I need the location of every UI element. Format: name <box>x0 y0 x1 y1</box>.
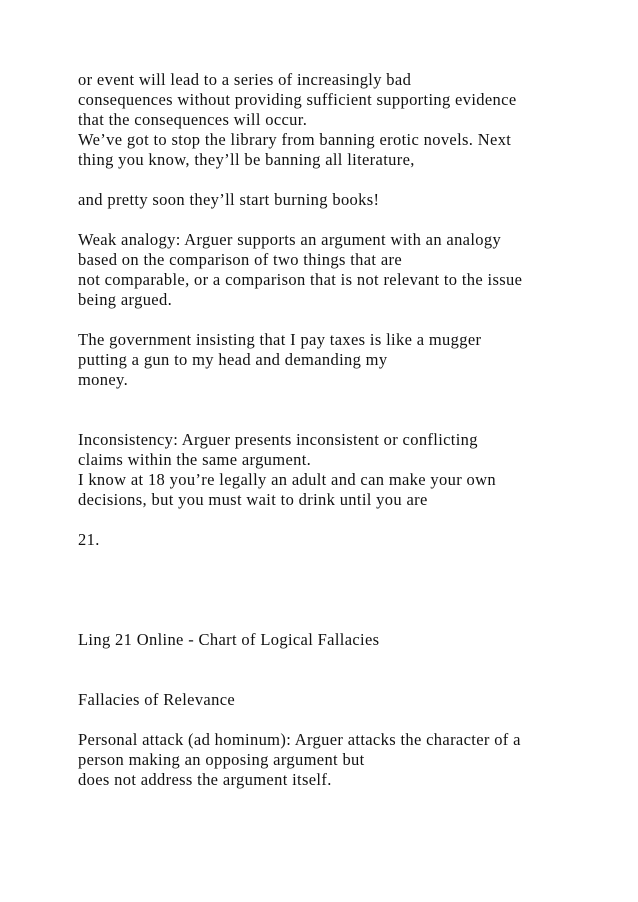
text-line: I know at 18 you’re legally an adult and can make your own <box>78 470 497 489</box>
text-line: The government insisting that I pay taxes is like a mugger <box>78 330 482 349</box>
text-line: consequences without providing sufficient supporting evidence <box>78 90 517 109</box>
text-line: putting a gun to my head and demanding my <box>78 350 388 369</box>
text-line: and pretty soon they’ll start burning books! <box>78 190 380 209</box>
section-title: Ling 21 Online - Chart of Logical Fallacies <box>78 630 380 649</box>
section-heading: Fallacies of Relevance <box>78 690 236 709</box>
text-line: person making an opposing argument but <box>78 750 365 769</box>
text-line: based on the comparison of two things that are <box>78 250 403 269</box>
text-line: claims within the same argument. <box>78 450 312 469</box>
text-line: decisions, but you must wait to drink until you are <box>78 490 428 509</box>
text-line: 21. <box>78 530 100 549</box>
text-line: or event will lead to a series of increasingly bad <box>78 70 412 89</box>
text-line: being argued. <box>78 290 173 309</box>
text-line: We’ve got to stop the library from banning erotic novels. Next <box>78 130 512 149</box>
text-line: Weak analogy: Arguer supports an argument with an analogy <box>78 230 502 249</box>
text-line: does not address the argument itself. <box>78 770 332 789</box>
text-line: thing you know, they’ll be banning all literature, <box>78 150 415 169</box>
text-line: not comparable, or a comparison that is not relevant to the issue <box>78 270 523 289</box>
text-line: Inconsistency: Arguer presents inconsistent or conflicting <box>78 430 478 449</box>
text-line: that the consequences will occur. <box>78 110 308 129</box>
text-line: Personal attack (ad hominum): Arguer attacks the character of a <box>78 730 521 749</box>
text-line: money. <box>78 370 129 389</box>
